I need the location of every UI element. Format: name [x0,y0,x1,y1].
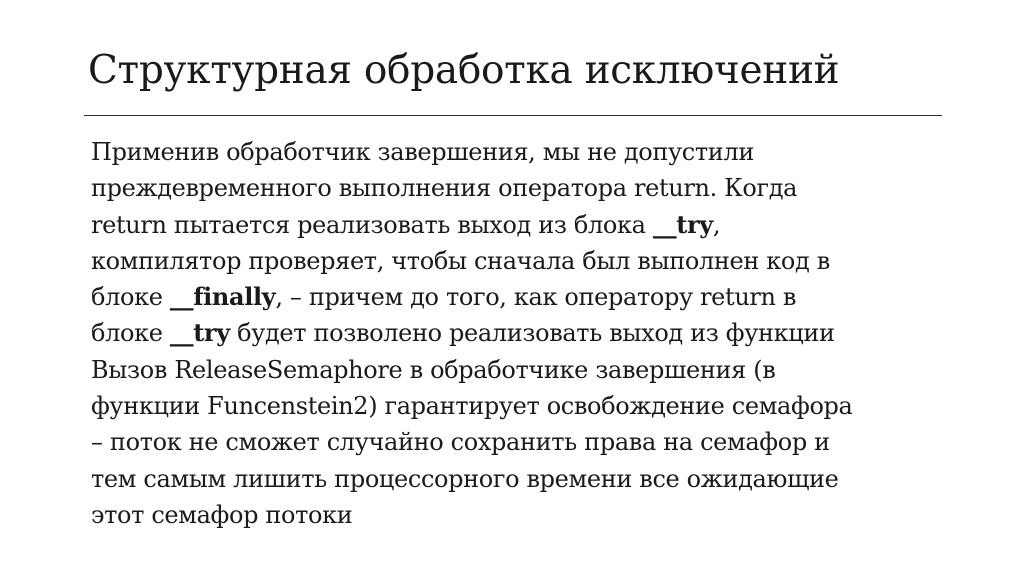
keyword-finally: __finally [169,282,276,312]
body-line: Вызов ReleaseSemaphore в обработчике завершения (в [91,355,776,384]
body-line [91,207,951,243]
body-text-segment: , [712,210,721,239]
body-line: Применив обработчик завершения, мы не допустили [91,138,754,166]
body-text-segment: блоке [91,319,170,348]
body-line [91,315,951,351]
body-line: этот семафор потоки [91,500,353,529]
body-text-segment: блоке [91,283,170,312]
body-text-segment: return пытается реализовать выход из блока [91,210,653,239]
body-line: тем самым лишить процессорного времени все ожидающие [91,464,839,493]
body-line: функции Funcenstein2) гарантирует освобождение семафора [91,392,853,421]
keyword-try: __try [169,318,230,348]
title-divider [84,115,942,116]
body-text-segment: , – причем до того, как оператору return в [275,283,797,312]
body-line: преждевременного выполнения оператора return. Когда [91,174,798,203]
slide-body [91,134,951,533]
keyword-try: __try [652,209,713,239]
body-line: – поток не сможет случайно сохранить права на семафор и [91,428,830,457]
body-line [91,279,951,315]
body-line: компилятор проверяет, чтобы сначала был выполнен код в [91,246,830,275]
slide-title: Структурная обработка исключений [88,48,840,93]
body-text-segment: будет позволено реализовать выход из функции [229,319,835,348]
